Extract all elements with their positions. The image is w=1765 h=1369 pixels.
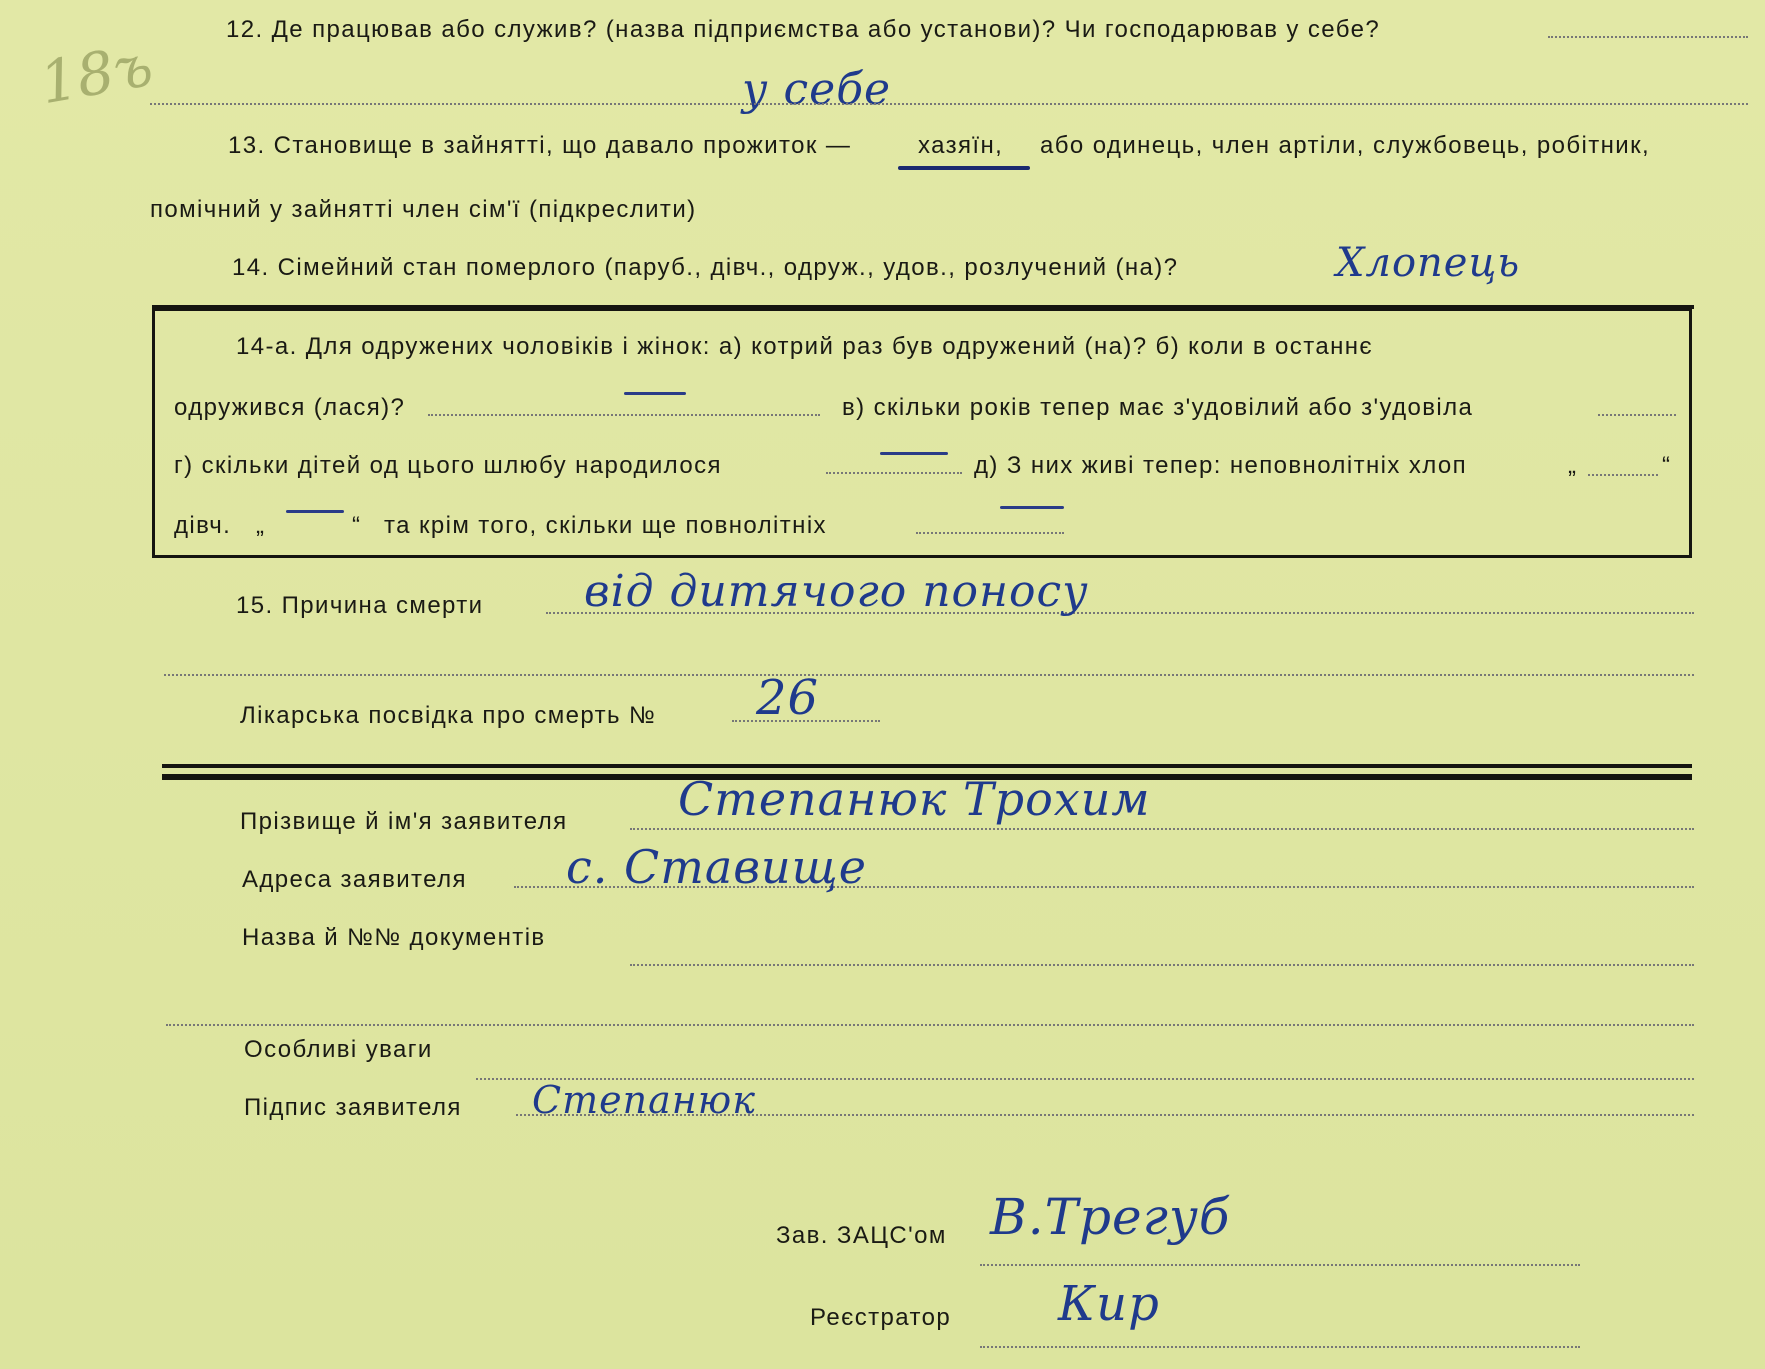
q14a-line2-dots: [428, 414, 820, 416]
head-label: Зав. ЗАЦС'ом: [776, 1222, 947, 1249]
q14a-line3-dots: [826, 472, 962, 474]
section-rule-1: [162, 764, 1692, 768]
applicant-address-value: с. Ставище: [566, 840, 867, 894]
q15-label: 15. Причина смерти: [236, 592, 484, 619]
signature-label: Підпис заявителя: [244, 1094, 462, 1121]
applicant-address-label: Адреса заявителя: [242, 866, 467, 893]
notes-label: Особливі уваги: [244, 1036, 433, 1063]
applicant-name-value: Степанюк Трохим: [678, 772, 1151, 826]
q14a-line4-dots: [916, 532, 1064, 534]
q14a-line2-end-dots: [1598, 414, 1676, 416]
q13-selected-option: хазяїн,: [918, 132, 1004, 159]
applicant-docs-line-2: [166, 1024, 1694, 1026]
q14-answer: Хлопець: [1336, 240, 1521, 286]
q14a-line4-a: дівч.: [174, 512, 232, 539]
q14a-line3-quote-open: „: [1568, 452, 1578, 479]
applicant-name-label: Прізвище й ім'я заявителя: [240, 808, 568, 835]
q14a-line4-dash: [286, 510, 344, 513]
q14a-line3-a: г) скільки дітей од цього шлюбу народилося: [174, 452, 722, 479]
applicant-name-line: [630, 828, 1694, 830]
q14a-line3-sub-dash: [1000, 506, 1064, 509]
q14a-line2-a: одружився (лася)?: [174, 394, 406, 421]
q14a-line3-end-dots: [1588, 474, 1658, 476]
certificate-number: 26: [756, 670, 820, 726]
q14a-line4-quote-close: “: [352, 512, 362, 539]
q13-label-part1: 13. Становище в зайнятті, що давало прожиток —: [228, 132, 852, 159]
q12-line-1: [1548, 36, 1748, 38]
applicant-signature: Степанюк: [532, 1078, 756, 1122]
q14a-line4-quote-open: „: [256, 512, 266, 539]
q14a-line3-dash: [880, 452, 948, 455]
registrar-line: [980, 1346, 1580, 1348]
q14a-line1: 14-а. Для одружених чоловіків і жінок: а) котрий раз був одружений (на)? б) коли в останнє: [236, 333, 1374, 360]
margin-note: 18ъ: [34, 30, 158, 118]
q15-answer: від дитячого поносу: [584, 566, 1089, 617]
q12-answer: у себе: [742, 64, 892, 115]
q15-line-2: [164, 674, 1694, 676]
q13-label-line2: помічний у зайнятті член сім'ї (підкреслити): [150, 196, 697, 223]
q14a-line3-b: д) З них живі тепер: неповнолітніх хлоп: [974, 452, 1468, 479]
q13-label-part2: або одинець, член артіли, службовець, робітник,: [1040, 132, 1651, 159]
q14a-line3-quote-close: “: [1662, 452, 1672, 479]
registrar-signature: Кир: [1058, 1276, 1160, 1332]
applicant-docs-label: Назва й №№ документів: [242, 924, 546, 951]
q14a-line2-b: в) скільки років тепер має з'удовілий або з'удовіла: [842, 394, 1474, 421]
q12-line-2: [150, 103, 1748, 105]
applicant-docs-line-1: [630, 964, 1694, 966]
head-signature: В.Трегуб: [990, 1188, 1231, 1246]
registrar-label: Реєстратор: [810, 1304, 952, 1331]
q14a-line4-b: та крім того, скільки ще повнолітніх: [384, 512, 827, 539]
head-line: [980, 1264, 1580, 1266]
certificate-label: Лікарська посвідка про смерть №: [240, 702, 657, 729]
q14a-line2-dash: [624, 392, 686, 395]
q13-underline: [898, 166, 1030, 170]
q12-label: 12. Де працював або служив? (назва підприємства або установи)? Чи господарював у себе?: [226, 16, 1381, 43]
q14-label: 14. Сімейний стан померлого (паруб., дівч., одруж., удов., розлучений (на)?: [232, 254, 1179, 281]
